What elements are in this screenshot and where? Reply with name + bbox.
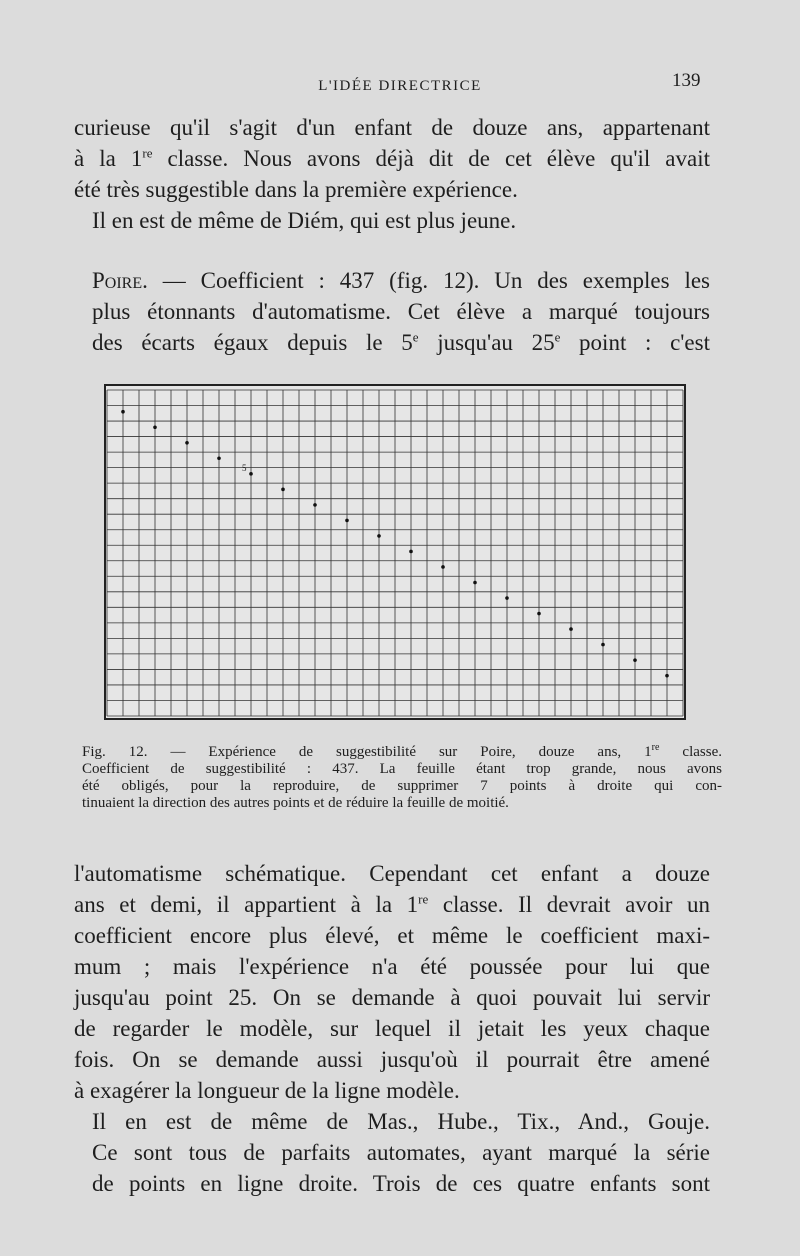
caption-line: Coefficient de suggestibilité : 437. La feuille étant trop grande, nous avons	[82, 761, 722, 777]
paragraph-1	[74, 112, 710, 205]
paragraph-4	[74, 858, 710, 1106]
text-line: ans et demi, il appartient à la 1re classe. Il devrait avoir un	[74, 891, 710, 917]
page-number: 139	[672, 70, 701, 91]
data-point	[537, 612, 541, 616]
data-point	[665, 674, 669, 678]
data-point	[313, 503, 317, 507]
text-line: l'automatisme schématique. Cependant cet enfant a douze	[74, 861, 710, 886]
text-line: curieuse qu'il s'agit d'un enfant de douze ans, appartenant	[74, 115, 710, 140]
text-line: Il en est de même de Mas., Hube., Tix., And., Gouje.	[92, 1109, 710, 1134]
text-line: mum ; mais l'expérience n'a été poussée pour lui que	[74, 954, 710, 979]
data-point	[345, 519, 349, 523]
text-block-top	[74, 112, 710, 236]
paragraph-3	[74, 265, 710, 358]
text-line: à exagérer la longueur de la ligne modèle.	[74, 1078, 460, 1103]
point-5-label: 5	[242, 462, 247, 473]
text-line: des écarts égaux depuis le 5e jusqu'au 25e point : c'est	[92, 329, 710, 355]
paragraph-5	[74, 1106, 710, 1199]
text-line: de points en ligne droite. Trois de ces quatre enfants sont	[92, 1171, 710, 1196]
data-point	[473, 581, 477, 585]
data-point	[185, 441, 189, 445]
data-point	[153, 425, 157, 429]
data-point	[569, 627, 573, 631]
data-point	[441, 565, 445, 569]
data-point	[633, 658, 637, 662]
grid-sheet	[104, 384, 690, 724]
data-point	[601, 643, 605, 647]
data-point	[505, 596, 509, 600]
text-block-poire	[74, 265, 710, 358]
text-block-bottom	[74, 858, 710, 1199]
text-line: coefficient encore plus élevé, et même le coefficient maxi-	[74, 923, 710, 948]
data-point	[377, 534, 381, 538]
text-line: Il en est de même de Diém, qui est plus jeune.	[92, 208, 517, 233]
running-title: L'IDÉE DIRECTRICE	[318, 78, 482, 94]
data-point	[217, 457, 221, 461]
text-line: fois. On se demande aussi jusqu'où il pourrait être amené	[74, 1047, 710, 1072]
data-point	[409, 550, 413, 554]
text-line: Ce sont tous de parfaits automates, ayant marqué la série	[92, 1140, 710, 1165]
text-line: plus étonnants d'automatisme. Cet élève a marqué toujours	[92, 299, 710, 324]
caption-line: été obligés, pour la reproduire, de supprimer 7 points à droite qui con-	[82, 778, 722, 794]
text-line: de regarder le modèle, sur lequel il jetait les yeux chaque	[74, 1016, 710, 1041]
data-point	[281, 488, 285, 492]
data-point	[121, 410, 125, 414]
paragraph-2	[74, 205, 710, 236]
data-point	[249, 472, 253, 476]
text-line: à la 1re classe. Nous avons déjà dit de cet élève qu'il avait	[74, 145, 710, 171]
caption-line: tinuaient la direction des autres points et de réduire la feuille de moitié.	[82, 795, 509, 811]
text-line: Poire. — Coefficient : 437 (fig. 12). Un des exemples les	[92, 268, 710, 293]
text-line: été très suggestible dans la première expérience.	[74, 177, 518, 202]
caption-line: Fig. 12. — Expérience de suggestibilité sur Poire, douze ans, 1re classe.	[82, 742, 722, 760]
student-name: Poire.	[92, 268, 148, 293]
figure-12-grid	[104, 384, 690, 724]
figure-caption	[82, 744, 722, 812]
text-line: jusqu'au point 25. On se demande à quoi pouvait lui servir	[74, 985, 710, 1010]
